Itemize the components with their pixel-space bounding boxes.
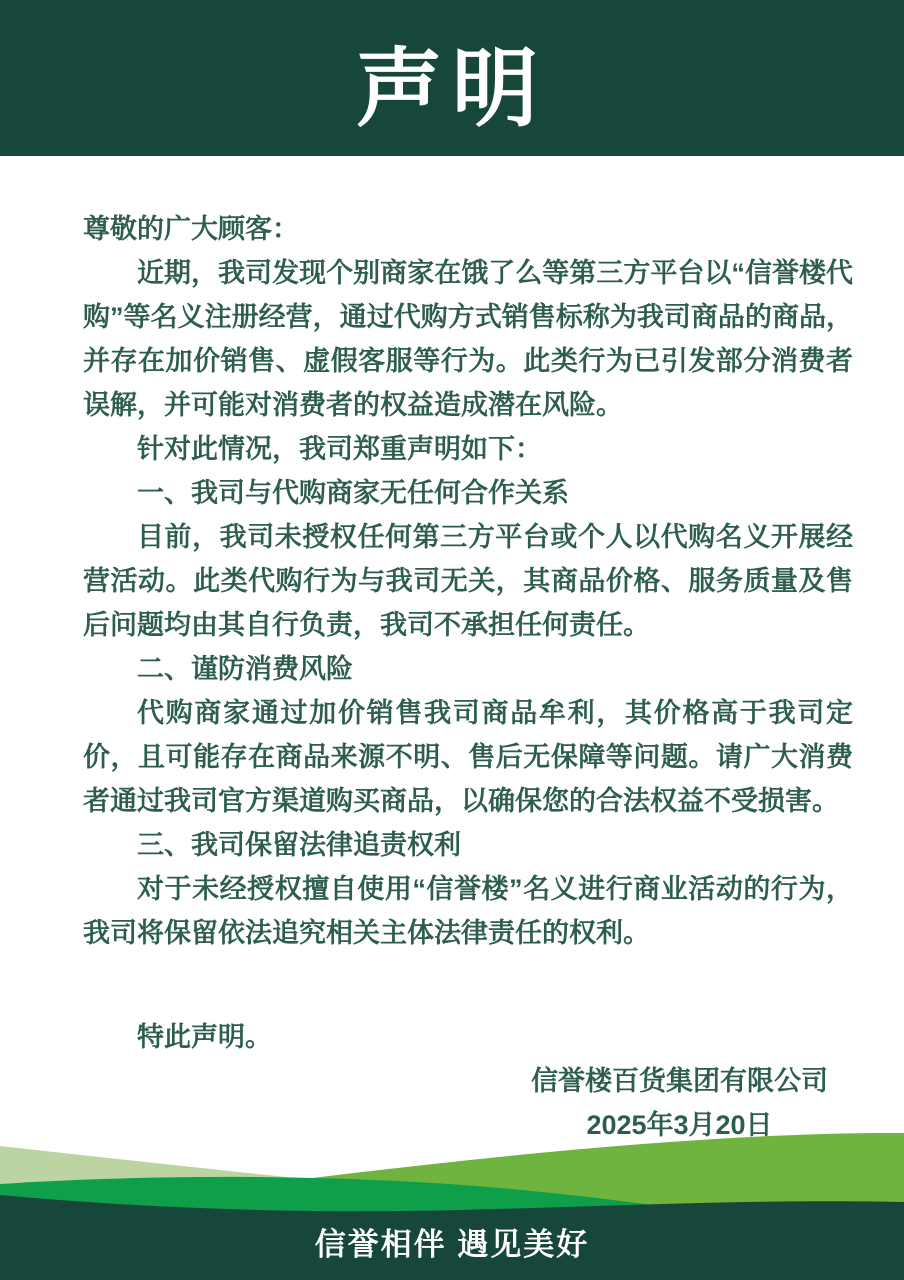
blank-line bbox=[83, 955, 853, 1015]
footer-waves bbox=[0, 1100, 904, 1280]
header-banner bbox=[0, 0, 904, 156]
section-heading-1: 一、我司与代购商家无任何合作关系 bbox=[137, 478, 569, 508]
paragraph-greeting: 尊敬的广大顾客： bbox=[83, 214, 299, 244]
company-name: 信誉楼百货集团有限公司 bbox=[531, 1066, 828, 1096]
body-content bbox=[83, 207, 853, 1147]
section-heading-3: 三、我司保留法律追责权利 bbox=[137, 830, 461, 860]
paragraph: 目前，我司未授权任何第三方平台或个人以代购名义开展经营活动。此类代购行为与我司无关，其商品价格、服务质量及售后问题均由其自行负责，我司不承担任何责任。 bbox=[83, 522, 853, 640]
paragraph: 对于未经授权擅自使用“信誉楼”名义进行商业活动的行为，我司将保留依法追究相关主体法律责任的权利。 bbox=[83, 874, 853, 948]
section-heading-2: 二、谨防消费风险 bbox=[137, 654, 353, 684]
paragraph: 近期，我司发现个别商家在饿了么等第三方平台以“信誉楼代购”等名义注册经营，通过代购方式销售标称为我司商品的商品，并存在加价销售、虚假客服等行为。此类行为已引发部分消费者误解，并可能对消费者的权益造成潜在风险。 bbox=[83, 258, 853, 420]
paragraph: 针对此情况，我司郑重声明如下： bbox=[137, 434, 542, 464]
closing-line: 特此声明。 bbox=[137, 1022, 272, 1052]
paragraph: 代购商家通过加价销售我司商品牟利，其价格高于我司定价，且可能存在商品来源不明、售后无保障等问题。请广大消费者通过我司官方渠道购买商品，以确保您的合法权益不受损害。 bbox=[83, 698, 853, 816]
statement-date: 2025年3月20日 bbox=[586, 1110, 773, 1140]
page-title: 声明 bbox=[356, 41, 548, 137]
footer-slogan: 信誉相伴 遇见美好 bbox=[314, 1227, 590, 1262]
